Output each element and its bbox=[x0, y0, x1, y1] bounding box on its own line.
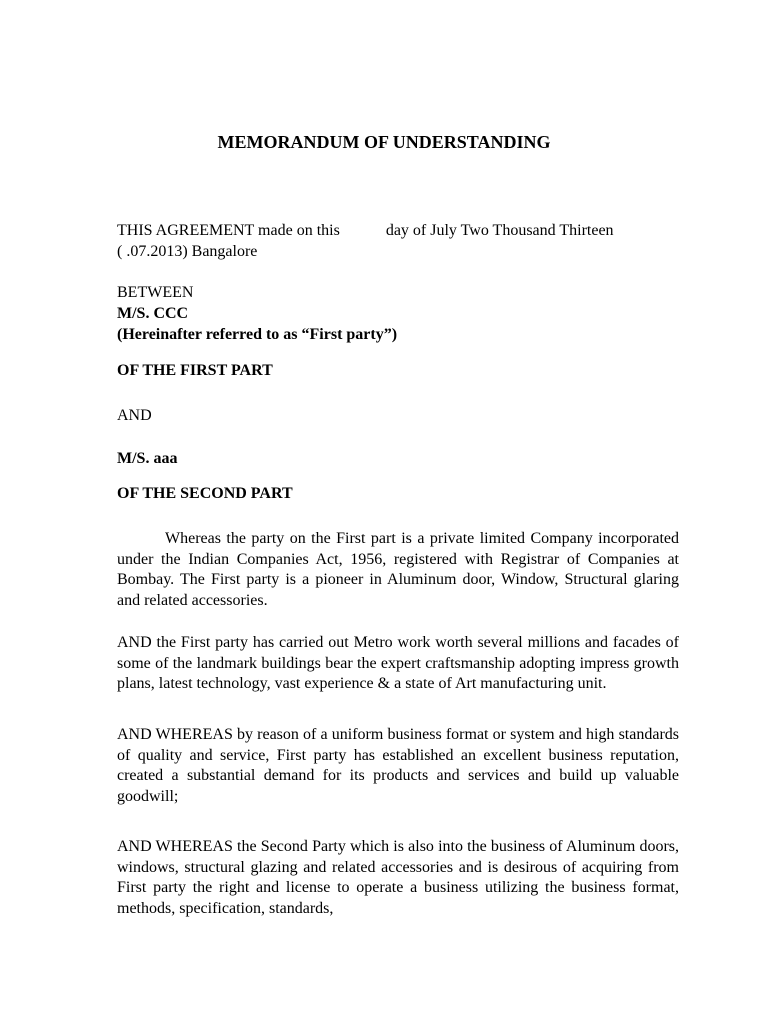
agreement-line-1 bbox=[117, 221, 614, 241]
first-part-label: OF THE FIRST PART bbox=[117, 362, 273, 379]
agreement-line-2: ( .07.2013) Bangalore bbox=[117, 243, 258, 260]
first-party-reference: (Hereinafter referred to as “First party”) bbox=[117, 326, 398, 343]
second-part-label: OF THE SECOND PART bbox=[117, 485, 293, 502]
document-title: MEMORANDUM OF UNDERSTANDING bbox=[217, 132, 551, 152]
second-party-name: M/S. aaa bbox=[117, 450, 178, 467]
and-label: AND bbox=[117, 407, 152, 424]
first-party-name: M/S. CCC bbox=[117, 305, 189, 322]
paragraph-business-format: AND WHEREAS by reason of a uniform business format or system and high standards of quality and service, First party has established an excellent business reputation, created a substantial demand for its products and services and build up valuable goodwill; bbox=[117, 726, 679, 805]
between-label: BETWEEN bbox=[117, 284, 194, 301]
agreement-made-on: THIS AGREEMENT made on this bbox=[117, 222, 340, 239]
paragraph-metro-work: AND the First party has carried out Metro work worth several millions and facades of some of the landmark buildings bear the expert craftsmanship adopting impress growth plans, latest technology, vast experience & a state of Art manufacturing unit. bbox=[117, 634, 679, 693]
agreement-date-text: day of July Two Thousand Thirteen bbox=[385, 222, 614, 239]
paragraph-second-party: AND WHEREAS the Second Party which is also into the business of Aluminum doors, windows, structural glazing and related accessories and is desirous of acquiring from First party the right and license to operate a business utilizing the business format, methods, specification, standards, bbox=[117, 838, 679, 917]
paragraph-whereas-first-party: Whereas the party on the First part is a private limited Company incorporated under the Indian Companies Act, 1956, registered with Registrar of Companies at Bombay. The First party is a pioneer in Aluminum door, Window, Structural glaring and related accessories. bbox=[117, 530, 679, 609]
